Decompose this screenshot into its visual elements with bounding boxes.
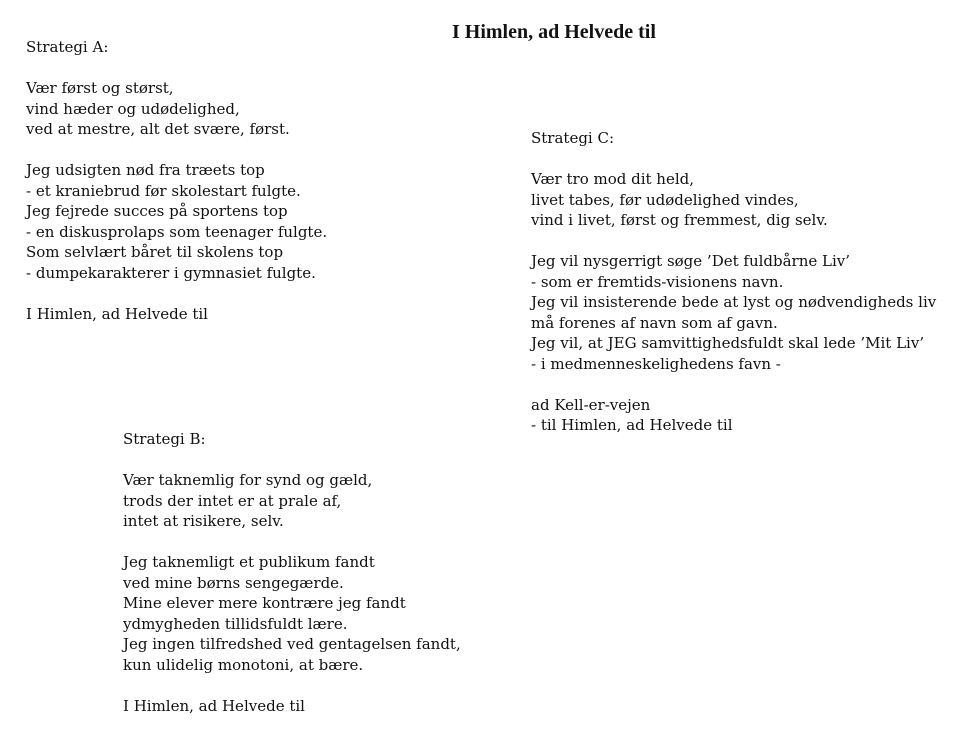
poem-line: Mine elever mere kontrære jeg fandt (123, 594, 406, 612)
poem-line: Vær taknemlig for synd og gæld, (123, 471, 373, 489)
poem-line: Jeg fejrede succes på sportens top (26, 202, 288, 220)
poem-refrain (123, 696, 461, 717)
refrain-line: ad Kell-er-vejen (531, 395, 651, 414)
poem-line: ved mine børns sengegærde. (123, 573, 344, 592)
poem-line: Jeg vil, at JEG samvittighedsfuldt skal lede ’Mit Liv’ (531, 334, 925, 352)
poem-stanza (123, 470, 461, 532)
poem-line: ydmygheden tillidsfuldt lære. (123, 614, 348, 633)
poem-line: Jeg vil insisterende bede at lyst og nødvendigheds liv (531, 293, 937, 311)
poem-stanza (26, 78, 327, 140)
poem-line: Vær først og størst, (26, 79, 174, 97)
poem-line: - dumpekarakterer i gymnasiet fulgte. (26, 263, 316, 282)
poem-stanza (123, 552, 461, 675)
poem-line: må forenes af navn som af gavn. (531, 313, 778, 332)
poem-line: Vær tro mod dit held, (531, 170, 695, 188)
poem-line: Jeg vil nysgerrigt søge ’Det fuldbårne Liv’ (531, 252, 851, 270)
poem-line: vind hæder og udødelighed, (26, 99, 240, 118)
poem-refrain (26, 304, 327, 325)
poem-stanza (26, 160, 327, 283)
poem-line: livet tabes, før udødelighed vindes, (531, 190, 799, 209)
poem-line: - som er fremtids-visionens navn. (531, 272, 784, 291)
strategy-b-poem (123, 429, 461, 737)
page-title: I Himlen, ad Helvede til (452, 21, 656, 43)
poem-line: Som selvlært båret til skolens top (26, 243, 284, 261)
poem-line: ved at mestre, alt det svære, først. (26, 120, 290, 138)
strategy-heading: Strategi A: (26, 38, 109, 56)
poem-line: Jeg taknemligt et publikum fandt (123, 553, 375, 571)
poem-line: vind i livet, først og fremmest, dig selv. (531, 211, 828, 229)
poem-line: - i medmenneskelighedens favn - (531, 354, 781, 373)
strategy-heading: Strategi B: (123, 430, 206, 448)
poem-line: intet at risikere, selv. (123, 512, 284, 530)
refrain-line: I Himlen, ad Helvede til (123, 696, 305, 715)
strategy-heading: Strategi C: (531, 129, 615, 147)
strategy-a-poem (26, 37, 327, 345)
poem-line: - et kraniebrud før skolestart fulgte. (26, 181, 301, 200)
poem-refrain (531, 395, 936, 436)
strategy-c-poem (531, 128, 936, 456)
refrain-line: I Himlen, ad Helvede til (26, 304, 208, 323)
poem-stanza (531, 169, 936, 231)
poem-line: Jeg udsigten nød fra træets top (26, 161, 265, 179)
refrain-line: - til Himlen, ad Helvede til (531, 416, 733, 434)
poem-line: trods der intet er at prale af, (123, 491, 342, 510)
poem-line: Jeg ingen tilfredshed ved gentagelsen fandt, (123, 635, 461, 653)
poem-stanza (531, 251, 936, 374)
poem-line: kun ulidelig monotoni, at bære. (123, 655, 364, 674)
poem-line: - en diskusprolaps som teenager fulgte. (26, 222, 328, 241)
